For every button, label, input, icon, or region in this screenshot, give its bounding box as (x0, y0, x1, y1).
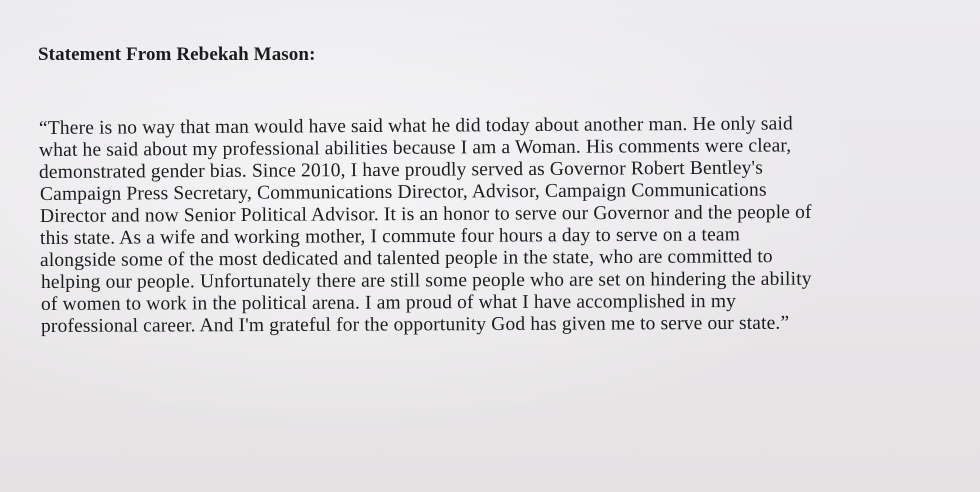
statement-line: Campaign Press Secretary, Communications Director, Advisor, Campaign Communications (39, 179, 767, 205)
statement-heading: Statement From Rebekah Mason: (38, 44, 316, 65)
statement-line: “There is no way that man would have said what he did today about another man. He only said (38, 113, 793, 139)
statement-line: helping our people. Unfortunately there are still some people who are set on hindering the ability (40, 268, 812, 293)
statement-line: professional career. And I'm grateful for the opportunity God has given me to serve our state.” (40, 312, 790, 337)
statement-line: this state. As a wife and working mother, I commute four hours a day to serve on a team (39, 224, 741, 249)
statement-line: what he said about my professional abilities because I am a Woman. His comments were clear, (38, 135, 792, 161)
statement-line: of women to work in the political arena. I am proud of what I have accomplished in my (40, 290, 737, 315)
statement-line: Director and now Senior Political Advisor. It is an honor to serve our Governor and the people of (39, 201, 812, 227)
statement-line: demonstrated gender bias. Since 2010, I have proudly served as Governor Robert Bentley's (38, 157, 764, 183)
statement-line: alongside some of the most dedicated and talented people in the state, who are committed to (39, 246, 773, 271)
